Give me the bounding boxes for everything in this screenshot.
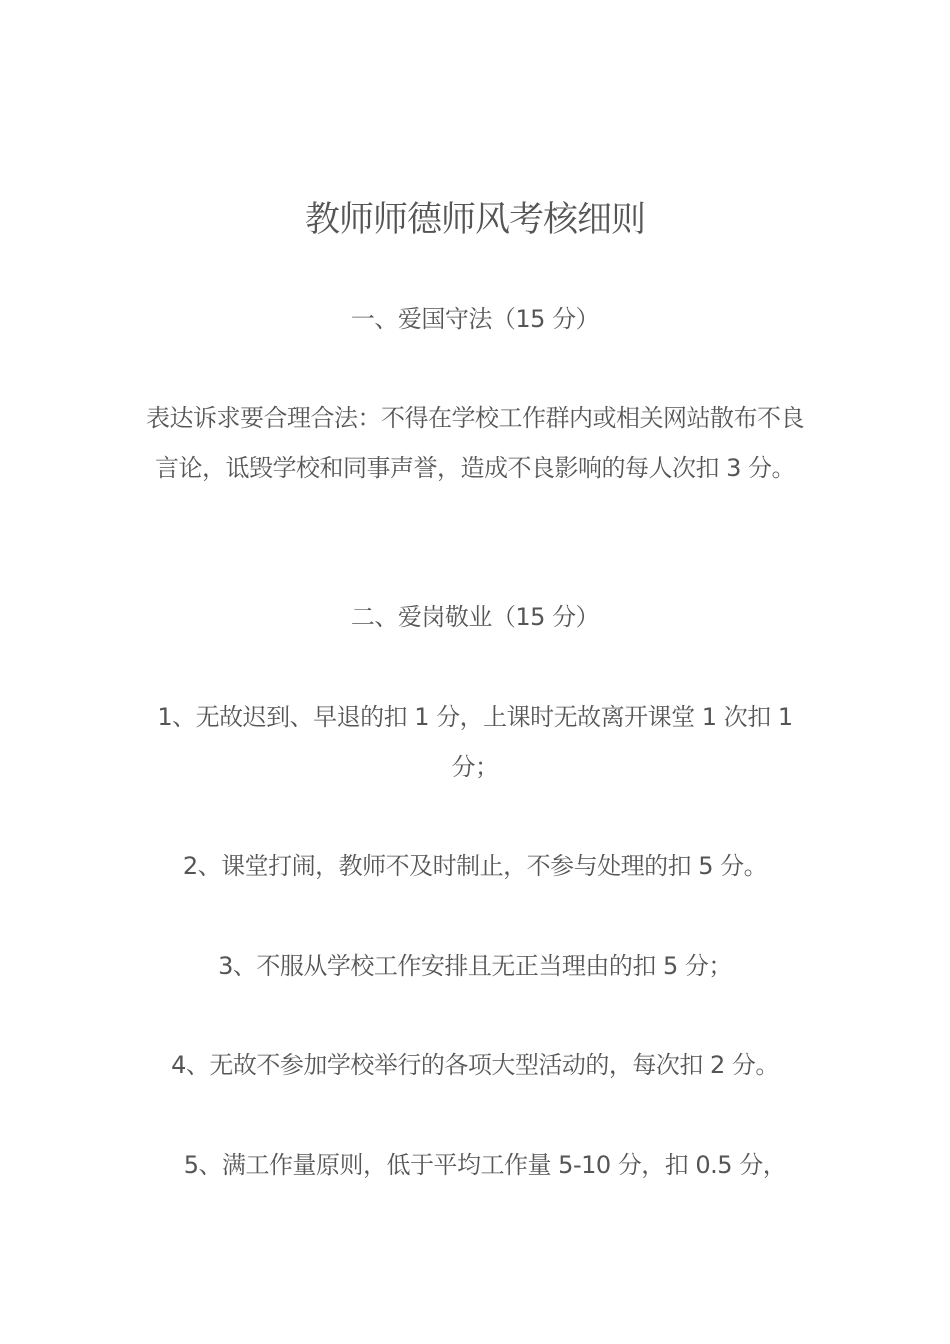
rule-item-2: 2、课堂打闹，教师不及时制止，不参与处理的扣 5 分。 — [182, 852, 768, 880]
rule-item-3: 3、不服从学校工作安排且无正当理由的扣 5 分； — [218, 952, 732, 980]
rule-item-5: 5、满工作量原则，低于平均工作量 5-10 分，扣 0.5 分， — [183, 1151, 787, 1179]
section-heading-patriotism: 一、爱国守法（15 分） — [350, 305, 600, 333]
document-title: 教师师德师风考核细则 — [304, 200, 645, 240]
rule-item-1: 1、无故迟到、早退的扣 1 分，上课时无故离开课堂 1 次扣 1 分； — [157, 703, 793, 781]
section-heading-dedication: 二、爱岗敬业（15 分） — [350, 603, 600, 631]
rule-item-4: 4、无故不参加学校举行的各项大型活动的，每次扣 2 分。 — [171, 1051, 779, 1079]
section-paragraph-patriotism: 表达诉求要合理合法：不得在学校工作群内或相关网站散布不良言论，诋毁学校和同事声誉，造成不良影响的每人次扣 3 分。 — [146, 404, 804, 482]
